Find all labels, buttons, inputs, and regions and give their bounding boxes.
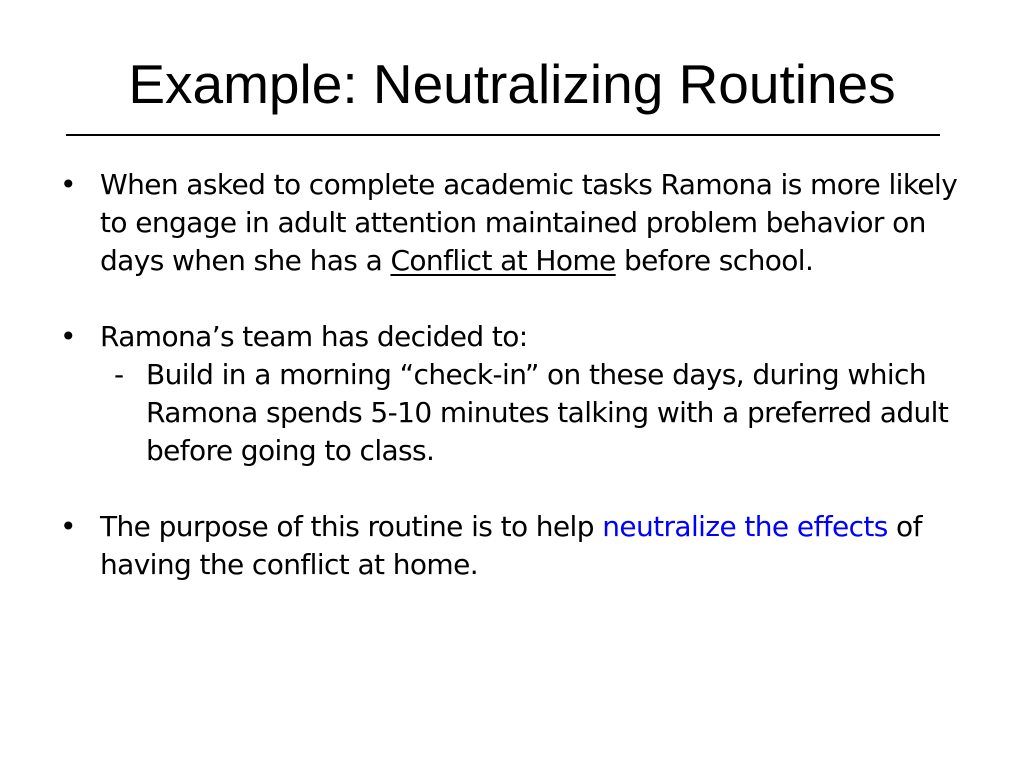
slide-body [60, 166, 970, 584]
highlighted-phrase: neutralize the effects [602, 510, 888, 543]
bullet-text: Ramona’s team has decided to: [100, 320, 528, 353]
bullet-marker: • [60, 320, 76, 353]
bullet-marker: • [60, 510, 76, 543]
bullet-text: before school. [615, 244, 814, 277]
title-divider [66, 134, 940, 136]
sub-item-text: Build in a morning “check-in” on these days, during which Ramona spends 5-10 minutes talking with a preferred adult before going to class. [146, 358, 949, 467]
bullet-text: of having the conflict at home. [100, 510, 922, 581]
dash-marker: - [114, 358, 124, 391]
bullet-marker: • [60, 168, 76, 201]
bullet-text: The purpose of this routine is to help [100, 510, 603, 543]
sub-item-check-in [60, 356, 970, 470]
bullet-item-team-decision [60, 318, 970, 356]
bullet-item-purpose [60, 508, 970, 584]
slide-title: Example: Neutralizing Routines [128, 53, 896, 115]
bullet-text: When asked to complete academic tasks Ramona is more likely to engage in adult attention maintained problem behavior on days when she has a [100, 168, 958, 277]
underlined-phrase: Conflict at Home [390, 244, 616, 277]
bullet-item-conflict [60, 166, 970, 280]
